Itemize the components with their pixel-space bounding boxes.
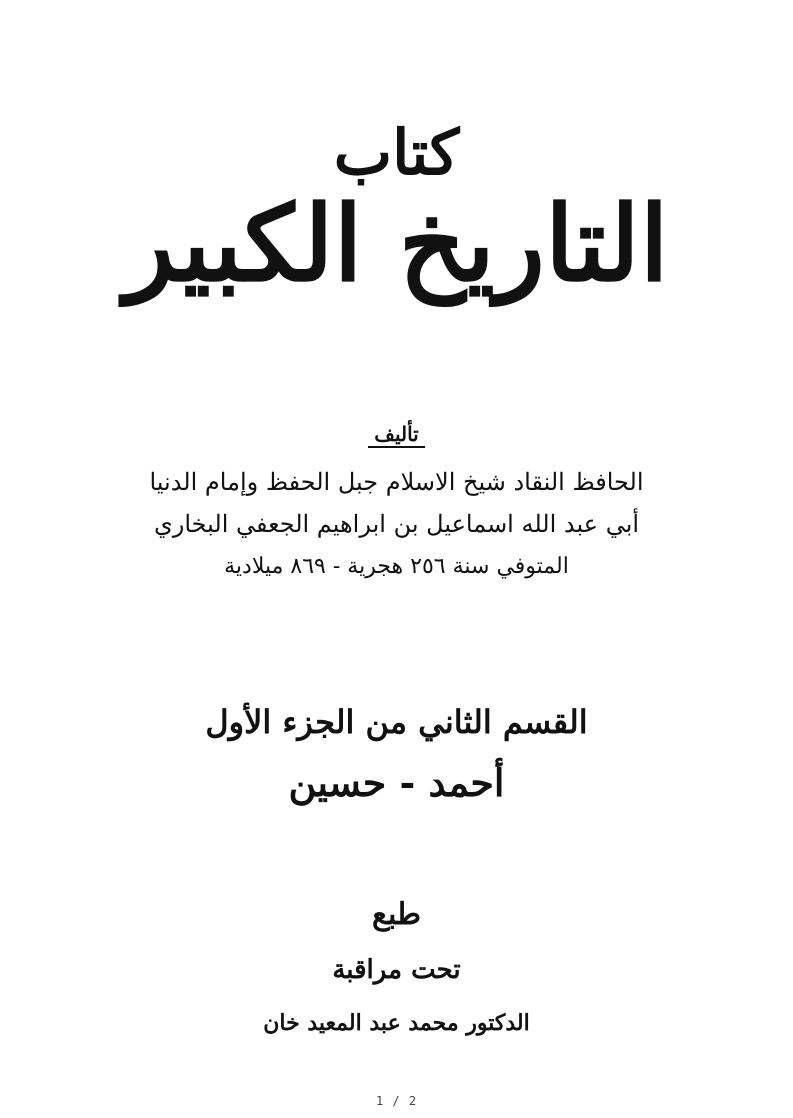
printed-label: طبع (372, 897, 421, 932)
supervisor-name: الدكتور محمد عبد المعيد خان (263, 1010, 530, 1036)
part-label: القسم الثاني من الجزء الأول (205, 703, 588, 741)
names-range: أحمد - حسين (288, 760, 505, 805)
author-line-3: المتوفي سنة ٢٥٦ هجرية - ٨٦٩ ميلادية (224, 554, 569, 579)
author-line-2: أبي عبد الله اسماعيل بن ابراهيم الجعفي البخاري (153, 510, 640, 538)
authored-label-text: تأليف (368, 424, 425, 448)
page-indicator: 1 / 2 (375, 1094, 418, 1108)
author-line-1: الحافظ النقاد شيخ الاسلام جبل الحفظ وإمام الدنيا (149, 468, 644, 496)
supervision-label: تحت مراقبة (332, 955, 461, 985)
book-word-heading: كتاب (333, 116, 460, 189)
authored-label (0, 424, 793, 448)
book-title: التاريخ الكبير (124, 182, 669, 305)
